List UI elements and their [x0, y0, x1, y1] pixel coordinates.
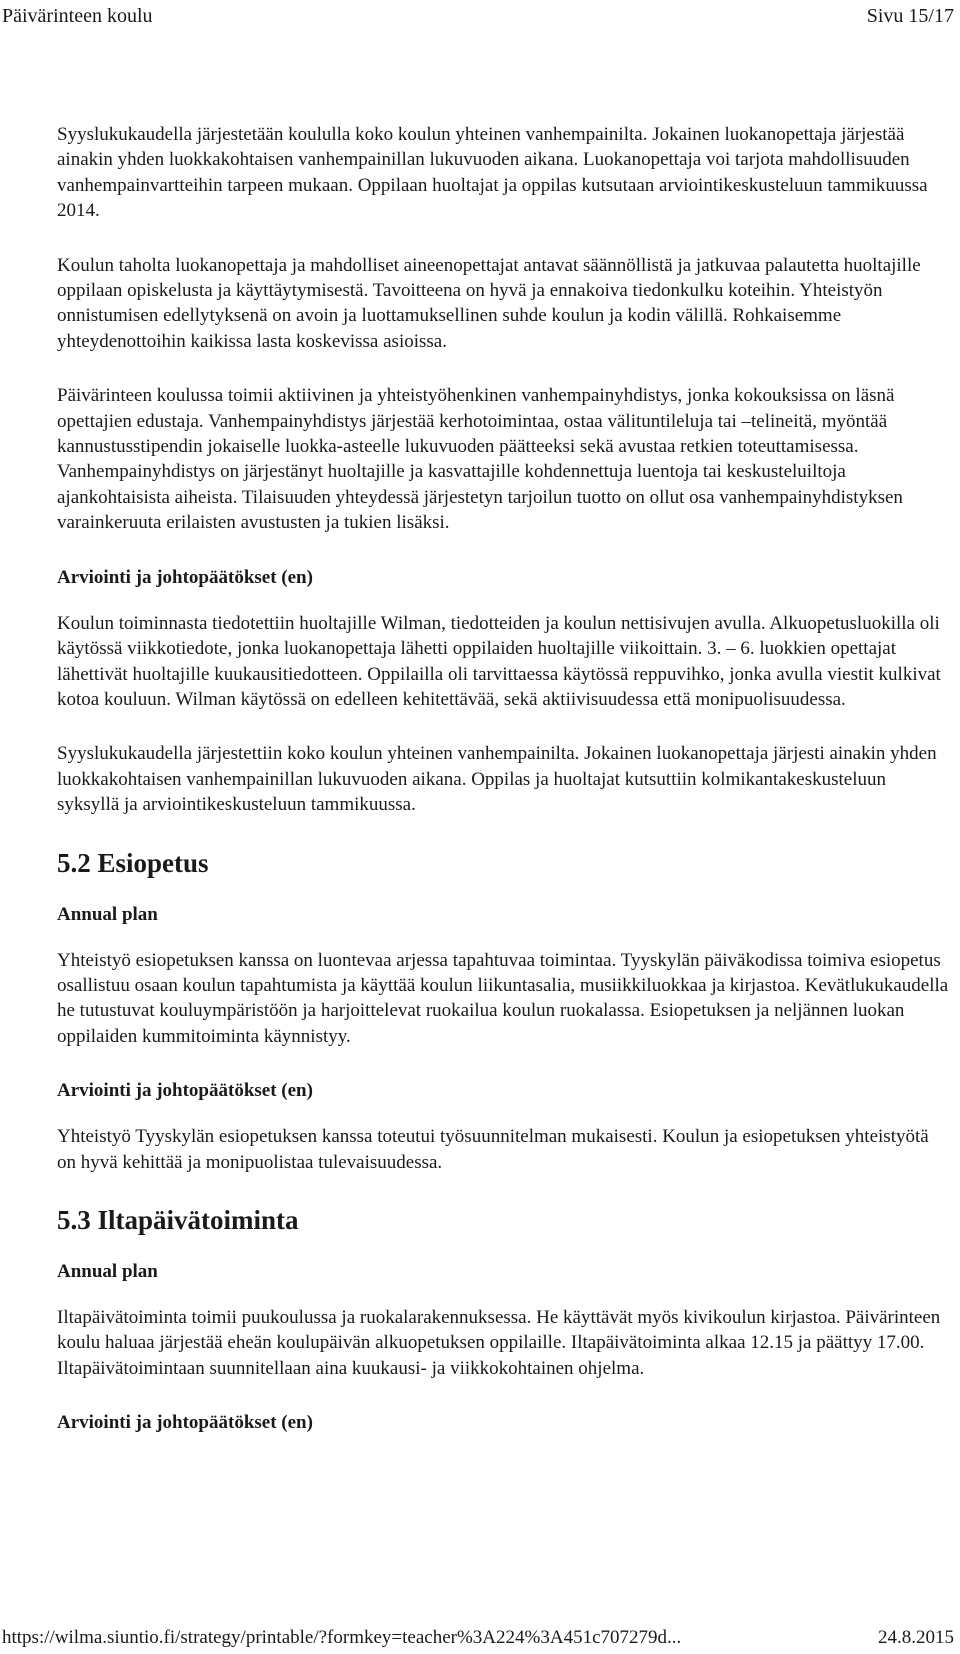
page-number: Sivu 15/17 — [866, 5, 954, 27]
document-title: Päivärinteen koulu — [2, 5, 153, 27]
source-url: https://wilma.siuntio.fi/strategy/printable/?formkey=teacher%3A224%3A451c707279d... — [2, 1627, 682, 1648]
paragraph: Iltapäivätoiminta toimii puukoulussa ja ruokalarakennuksessa. He käyttävät myös kivikoulun kirjastoa. Päivärinteen koulu haluaa järjestää eheän koulupäivän alkuopetuksen oppilaille. Iltapäivätoiminta alkaa 12.15 ja päättyy 17.00. Iltapäivätoimintaan suunnitellaan aina kuukausi- ja viikkokohtainen ohjelma. — [57, 1306, 941, 1379]
document-body — [57, 122, 949, 1456]
page-header — [0, 4, 960, 34]
paragraph: Yhteistyö esiopetuksen kanssa on luontevaa arjessa tapahtuvaa toimintaa. Tyyskylän päiväkodissa toimiva esiopetus osallistuu osaan koulun tapahtumista ja käyttää koulun liikuntasalia, musiikkiluokkaa ja kirjastoa. Kevätlukukaudella he tutustuvat kouluympäristöön ja harjoittelevat ruokailua koulun ruokalassa. Esiopetuksen ja neljännen luokan oppilaiden kummitoiminta käynnistyy. — [57, 949, 949, 1047]
section-heading-esiopetus: 5.2 Esiopetus — [57, 847, 209, 878]
print-date: 24.8.2015 — [878, 1627, 954, 1648]
paragraph: Koulun toiminnasta tiedotettiin huoltajille Wilman, tiedotteiden ja koulun nettisivujen avulla. Alkuopetusluokilla oli käytössä viikkotiedote, jonka luokanopettaja lähetti oppilaiden huoltajille viikoittain. 3. – 6. luokkien opettajat lähettivät huoltajille kuukausitiedotteen. Oppilailla oli tarvittaessa käytössä reppuvihko, jonka avulla viestit kulkivat kotoa kouluun. Wilman käytössä on edelleen kehitettävää, sekä aktiivisuudessa että monipuolisuudessa. — [57, 612, 941, 710]
subheading-evaluation: Arviointi ja johtopäätökset (en) — [57, 1080, 313, 1102]
paragraph: Yhteistyö Tyyskylän esiopetuksen kanssa toteutui työsuunnitelman mukaisesti. Koulun ja esiopetuksen yhteistyötä on hyvä kehittää ja monipuolistaa tulevaisuudessa. — [57, 1126, 929, 1173]
section-heading-iltapaivatoiminta: 5.3 Iltapäivätoiminta — [57, 1204, 299, 1235]
subheading-annual-plan: Annual plan — [57, 1260, 158, 1282]
paragraph: Koulun taholta luokanopettaja ja mahdolliset aineenopettajat antavat säännöllistä ja jatkuvaa palautetta huoltajille oppilaan opiskelusta ja käyttäytymisestä. Tavoitteena on hyvä ja ennakoiva tiedonkulku koteihin. Yhteistyön onnistumisen edellytyksenä on avoin ja luottamuksellinen suhde koulun ja kodin välillä. Rohkaisemme yhteydenottoihin kaikissa lasta koskevissa asioissa. — [57, 254, 921, 352]
paragraph: Syyslukukaudella järjestetään koululla koko koulun yhteinen vanhempainilta. Jokainen luokanopettaja järjestää ainakin yhden luokkakohtaisen vanhempainillan lukuvuoden aikana. Luokanopettaja voi tarjota mahdollisuuden vanhempainvartteihin tarpeen mukaan. Oppilaan huoltajat ja oppilas kutsutaan arviointikeskusteluun tammikuussa 2014. — [57, 124, 928, 222]
subheading-evaluation: Arviointi ja johtopäätökset (en) — [57, 566, 313, 588]
page-footer — [0, 1626, 960, 1652]
paragraph: Päivärinteen koulussa toimii aktiivinen ja yhteistyöhenkinen vanhempainyhdistys, jonka kokouksissa on läsnä opettajien edustaja. Vanhempainyhdistys järjestää kerhotoimintaa, ostaa välituntileluja tai –telineitä, myöntää kannustusstipendin jokaiselle luokka-asteelle lukuvuoden päätteeksi sekä avustaa retkien toteuttamisessa. Vanhempainyhdistys on järjestänyt huoltajille ja kasvattajille kohdennettuja luentoja tai keskusteluiltoja ajankohtaisista aiheista. Tilaisuuden yhteydessä järjestetyn tarjoilun tuotto on ollut osa vanhempainyhdistyksen varainkeruuta erilaisten avustusten ja tukien lisäksi. — [57, 385, 903, 534]
subheading-evaluation: Arviointi ja johtopäätökset (en) — [57, 1412, 313, 1434]
subheading-annual-plan: Annual plan — [57, 903, 158, 925]
paragraph: Syyslukukaudella järjestettiin koko koulun yhteinen vanhempainilta. Jokainen luokanopettaja järjesti ainakin yhden luokkakohtaisen vanhempainillan lukuvuoden aikana. Oppilas ja huoltajat kutsuttiin kolmikantakeskusteluun syksyllä ja arviointikeskusteluun tammikuussa. — [57, 743, 937, 816]
